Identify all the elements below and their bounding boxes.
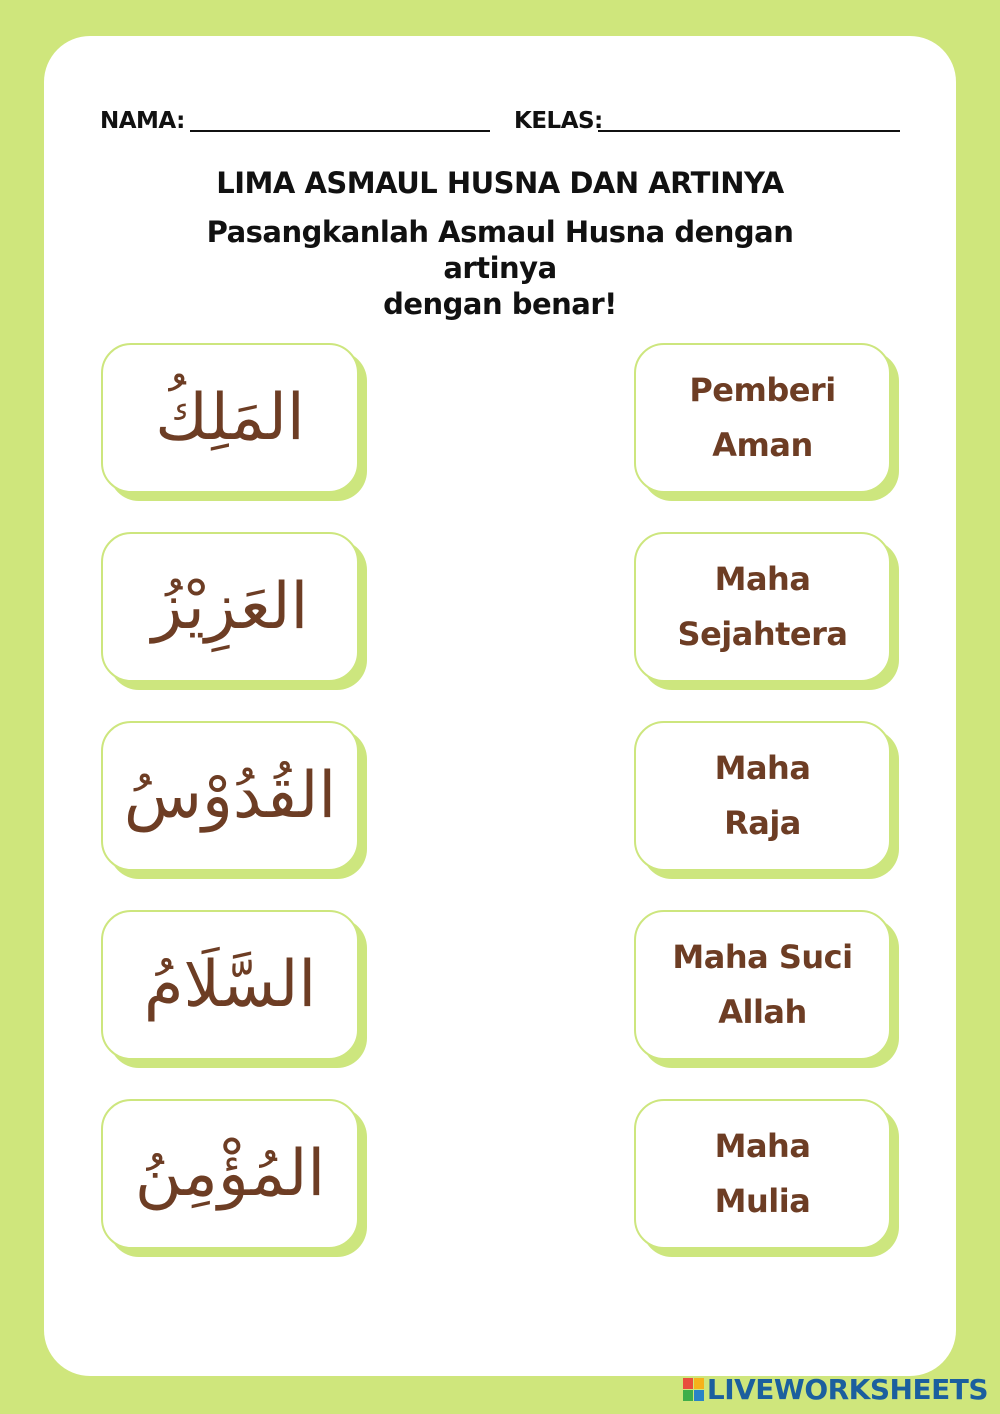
meaning-card-maha-mulia[interactable] (634, 1099, 891, 1249)
arabic-name: السَّلَامُ (143, 947, 317, 1022)
arabic-card-al-malik[interactable] (101, 343, 359, 493)
meaning-card-maha-raja[interactable] (634, 721, 891, 871)
meaning-line-1: Maha (714, 1127, 811, 1165)
worksheet-title: LIMA ASMAUL HUSNA DAN ARTINYA (216, 166, 784, 200)
meaning-line-2: Allah (718, 993, 807, 1031)
arabic-card-al-quddus[interactable] (101, 721, 359, 871)
name-label: NAMA: (100, 108, 185, 134)
meaning-line-1: Maha Suci (672, 938, 853, 976)
meaning-line-1: Maha (714, 560, 811, 598)
meaning-text (653, 552, 873, 662)
meaning-text (653, 930, 873, 1040)
meaning-text (653, 1119, 873, 1229)
arabic-name: المَلِكُ (155, 380, 305, 455)
arabic-name: العَزِيْزُ (151, 569, 309, 644)
meaning-line-2: Mulia (714, 1182, 811, 1220)
liveworksheets-logo-icon (683, 1378, 705, 1402)
class-input-line[interactable] (598, 130, 900, 132)
meaning-text (653, 741, 873, 851)
meaning-card-maha-sejahtera[interactable] (634, 532, 891, 682)
arabic-card-al-mumin[interactable] (101, 1099, 359, 1249)
instruction-line-1: Pasangkanlah Asmaul Husna dengan artinya (206, 215, 794, 285)
name-input-line[interactable] (190, 130, 490, 132)
class-label: KELAS: (514, 108, 603, 134)
meaning-line-1: Pemberi (689, 371, 836, 409)
instruction-text (150, 214, 850, 322)
meaning-line-2: Raja (724, 804, 801, 842)
meaning-line-2: Sejahtera (677, 615, 848, 653)
meaning-card-pemberi-aman[interactable] (634, 343, 891, 493)
meaning-line-2: Aman (712, 426, 813, 464)
arabic-name: القُدُوْسُ (123, 758, 337, 833)
arabic-card-al-aziz[interactable] (101, 532, 359, 682)
arabic-name: المُؤْمِنُ (134, 1136, 326, 1211)
meaning-card-maha-suci-allah[interactable] (634, 910, 891, 1060)
instruction-line-2: dengan benar! (383, 287, 617, 321)
liveworksheets-logo[interactable] (683, 1373, 988, 1406)
arabic-card-as-salam[interactable] (101, 910, 359, 1060)
meaning-text (653, 363, 873, 473)
meaning-line-1: Maha (714, 749, 811, 787)
logo-text: LIVEWORKSHEETS (706, 1373, 988, 1406)
